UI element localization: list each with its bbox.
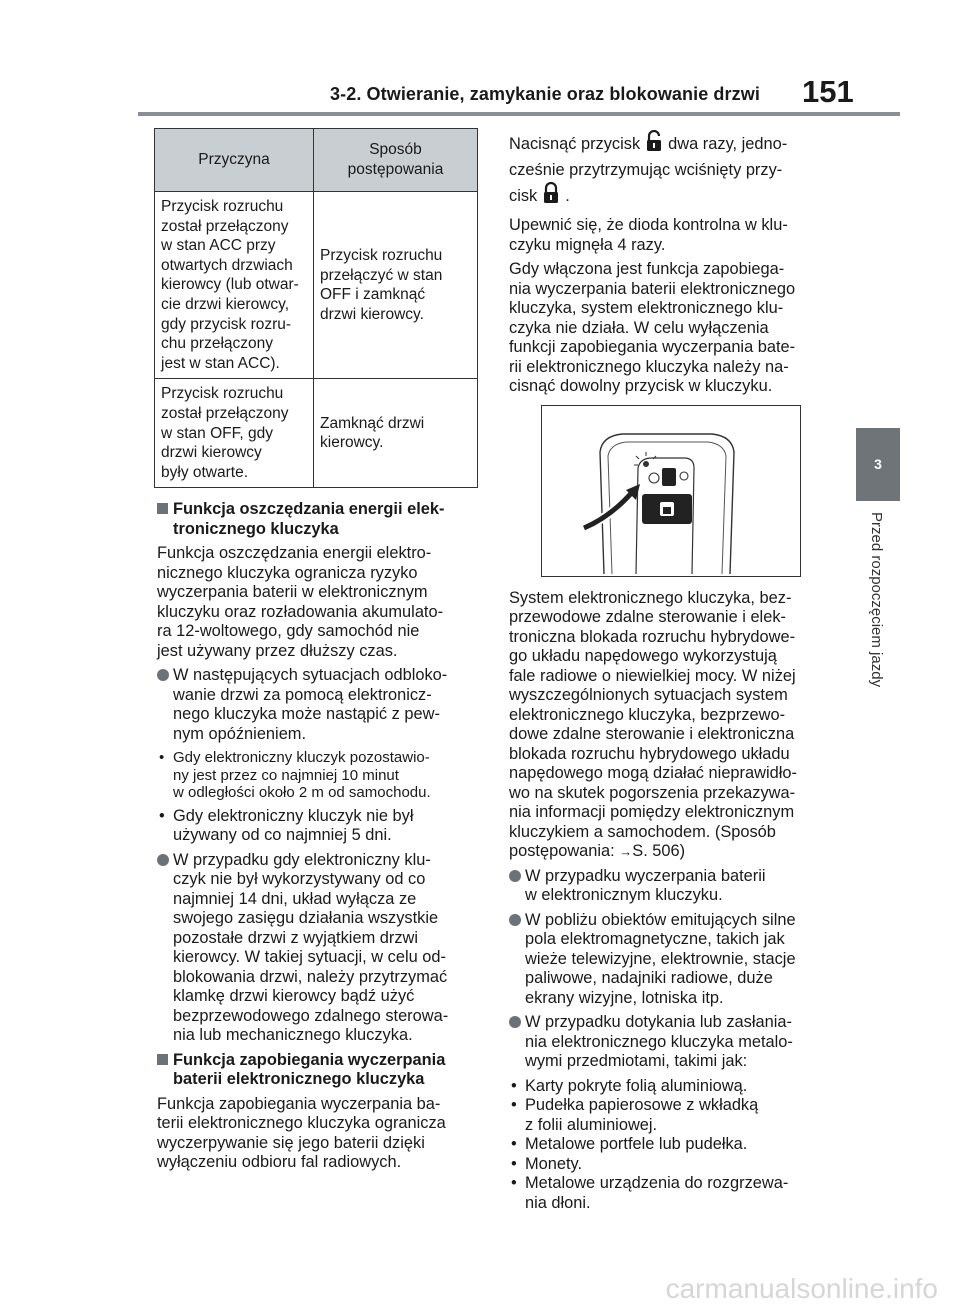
dot-bullet-icon [157, 854, 169, 866]
list-item: • Karty pokryte folią aluminiową. [509, 1077, 833, 1097]
key-fob-figure [542, 406, 800, 576]
list-item: • Gdy elektroniczny kluczyk pozostawio- ny jest przez co najmniej 10 minut w odległości około 2 m od samochodu. [157, 749, 481, 802]
paragraph [509, 589, 833, 862]
paragraph-text: System elektronicznego kluczyka, bez- przewodowe zdalne sterowanie i elek- troniczna blokada rozruchu hybrydowe- go układu napędowego wykorzystują fale radiowe o niewielkiej mocy. W niżej wyszczególnionych sytuacjach system elektronicznego kluczyka, bezprzewo- dowe zdalne sterowanie i elektroniczna blokada rozruchu hybrydowego układu napędowego mogą działać nieprawidło- wo na skutek pogorszenia przekazywa- nia informacji pomiędzy elektronicznym kluczykiem a samochodem. (Sposób [509, 588, 797, 841]
dot-bullet-icon [509, 914, 521, 926]
chapter-tab: 3 [856, 428, 900, 501]
header-action-line: Sposób [369, 141, 422, 159]
press-text: Nacisnąć przycisk [509, 134, 641, 153]
list-item: • Gdy elektroniczny kluczyk nie był używany od co najmniej 5 dni. [157, 807, 481, 846]
dot-item-text: W przypadku gdy elektroniczny klu- czyk nie był wykorzystywany od co najmniej 14 dni, układ wyłącza ze swojego zasięgu działania wszystkie pozostałe drzwi z wyjątkiem drzwi kierowcy. W takiej sytuacji, w celu od- blokowania drzwi, należy przytrzymać klamkę drzwi kierowcy bądź użyć bezprzewodowego zdalnego sterowa- nia lub mechanicznego kluczyka. [173, 850, 449, 1044]
paragraph-text: postępowania: [509, 842, 620, 860]
press-text: cześnie przytrzymując wciśnięty przy- [509, 161, 783, 179]
cause-cell: Przycisk rozruchu został przełączony w stan ACC przy otwartych drzwiach kierowcy (lub otwar- cie drzwi kierowcy, gdy przycisk rozru- chu przełączony jest w stan ACC). [155, 192, 314, 379]
dot-item-text: W pobliżu obiektów emitujących silne pola elektromagnetyczne, takich jak wieże telewizyjne, elektrownie, stacje paliwowe, nadajniki radiowe, duże ekrany wizyjne, lotniska itp. [525, 910, 796, 1007]
paragraph: Funkcja oszczędzania energii elektro- nicznego kluczyka ogranicza ryzyko wyczerpania baterii w elektronicznym kluczyku oraz rozładowania akumulato- ra 12-woltowego, gdy samochód nie jest używany przez dłuższy czas. [157, 544, 444, 660]
paragraph: Funkcja zapobiegania wyczerpania ba- terii elektronicznego kluczyka ogranicza wyczerpywanie się jego baterii dzięki wyłączeniu odbioru fal radiowych. [157, 1094, 446, 1171]
list-item: • Pudełka papierosowe z wkładką z folii aluminiowej. [509, 1096, 833, 1135]
arrow-icon: → [619, 844, 633, 859]
section-heading-energy-saving [157, 500, 481, 539]
press-text: dwa razy, jedno- [668, 134, 788, 153]
bullet-list [157, 749, 481, 802]
dot-item-text: W przypadku wyczerpania baterii w elektronicznym kluczyku. [525, 866, 766, 904]
list-item: • Monety. [509, 1155, 833, 1175]
dot-item-text: W przypadku dotykania lub zasłania- nia elektronicznego kluczyka metalo- wymi przedmiotami, takimi jak: [525, 1013, 793, 1070]
section-heading-text: Funkcja oszczędzania energii elek- tronicznego kluczyka [173, 500, 445, 538]
table-row [155, 192, 478, 379]
header-action-line: postępowania [347, 161, 444, 178]
square-bullet-icon [157, 1054, 168, 1065]
page-reference-link[interactable]: S. 506) [632, 842, 686, 860]
chapter-title: Przed rozpoczęciem jazdy [868, 512, 885, 688]
dot-bullet-icon [157, 669, 169, 681]
right-column [509, 130, 833, 1218]
action-cell: Przycisk rozruchu przełączyć w stan OFF i zamknąć drzwi kierowcy. [314, 192, 478, 379]
dot-item [509, 911, 833, 1009]
cause-cell: Przycisk rozruchu został przełączony w stan OFF, gdy drzwi kierowcy były otwarte. [155, 379, 314, 488]
dot-item [509, 1013, 833, 1072]
lock-icon [543, 182, 559, 211]
chapter-title-wrap [856, 512, 900, 732]
header-rule [138, 112, 900, 116]
section-heading-battery-saving [157, 1051, 481, 1090]
square-bullet-icon [157, 503, 168, 514]
section-title: 3-2. Otwieranie, zamykanie oraz blokowanie drzwi [330, 84, 760, 104]
bullet-list [157, 807, 481, 846]
table-row [155, 379, 478, 488]
page-number: 151 [802, 74, 854, 109]
dot-item [509, 867, 833, 906]
dot-item [157, 851, 481, 1046]
key-illustration [541, 405, 801, 577]
dot-bullet-icon [509, 1016, 521, 1028]
list-item: • Metalowe portfele lub pudełka. [509, 1135, 833, 1155]
bullet-list [509, 1077, 833, 1214]
dot-bullet-icon [509, 870, 521, 882]
cause-table [154, 128, 478, 488]
list-item: • Metalowe urządzenia do rozgrzewa- nia dłoni. [509, 1174, 833, 1213]
press-text: . [565, 186, 570, 205]
dot-item [157, 666, 481, 744]
press-instruction [509, 130, 833, 211]
paragraph: Upewnić się, że dioda kontrolna w klu- czyku mignęła 4 razy. [509, 216, 788, 254]
header-action [314, 129, 478, 192]
paragraph: Gdy włączona jest funkcja zapobiega- nia wyczerpania baterii elektronicznego kluczyka, system elektronicznego klu- czyka nie działa. W celu wyłączenia funkcji zapobiegania wyczerpania bate- rii elektronicznego kluczyka należy na- cisnąć dowolny przycisk w kluczyku. [509, 260, 796, 395]
press-text: cisk [509, 186, 538, 205]
action-cell: Zamknąć drzwi kierowcy. [314, 379, 478, 488]
dot-item-text: W następujących sytuacjach odbloko- wanie drzwi za pomocą elektronicz- nego kluczyka może nastąpić z pew- nym opóźnieniem. [173, 666, 448, 743]
table-header-row [155, 129, 478, 192]
left-column [157, 500, 481, 1178]
unlock-icon [646, 130, 662, 159]
header-cause: Przyczyna [155, 129, 314, 192]
watermark: carmanualsonline.info [665, 1273, 938, 1304]
section-heading-text: Funkcja zapobiegania wyczerpania baterii elektronicznego kluczyka [173, 1050, 446, 1088]
